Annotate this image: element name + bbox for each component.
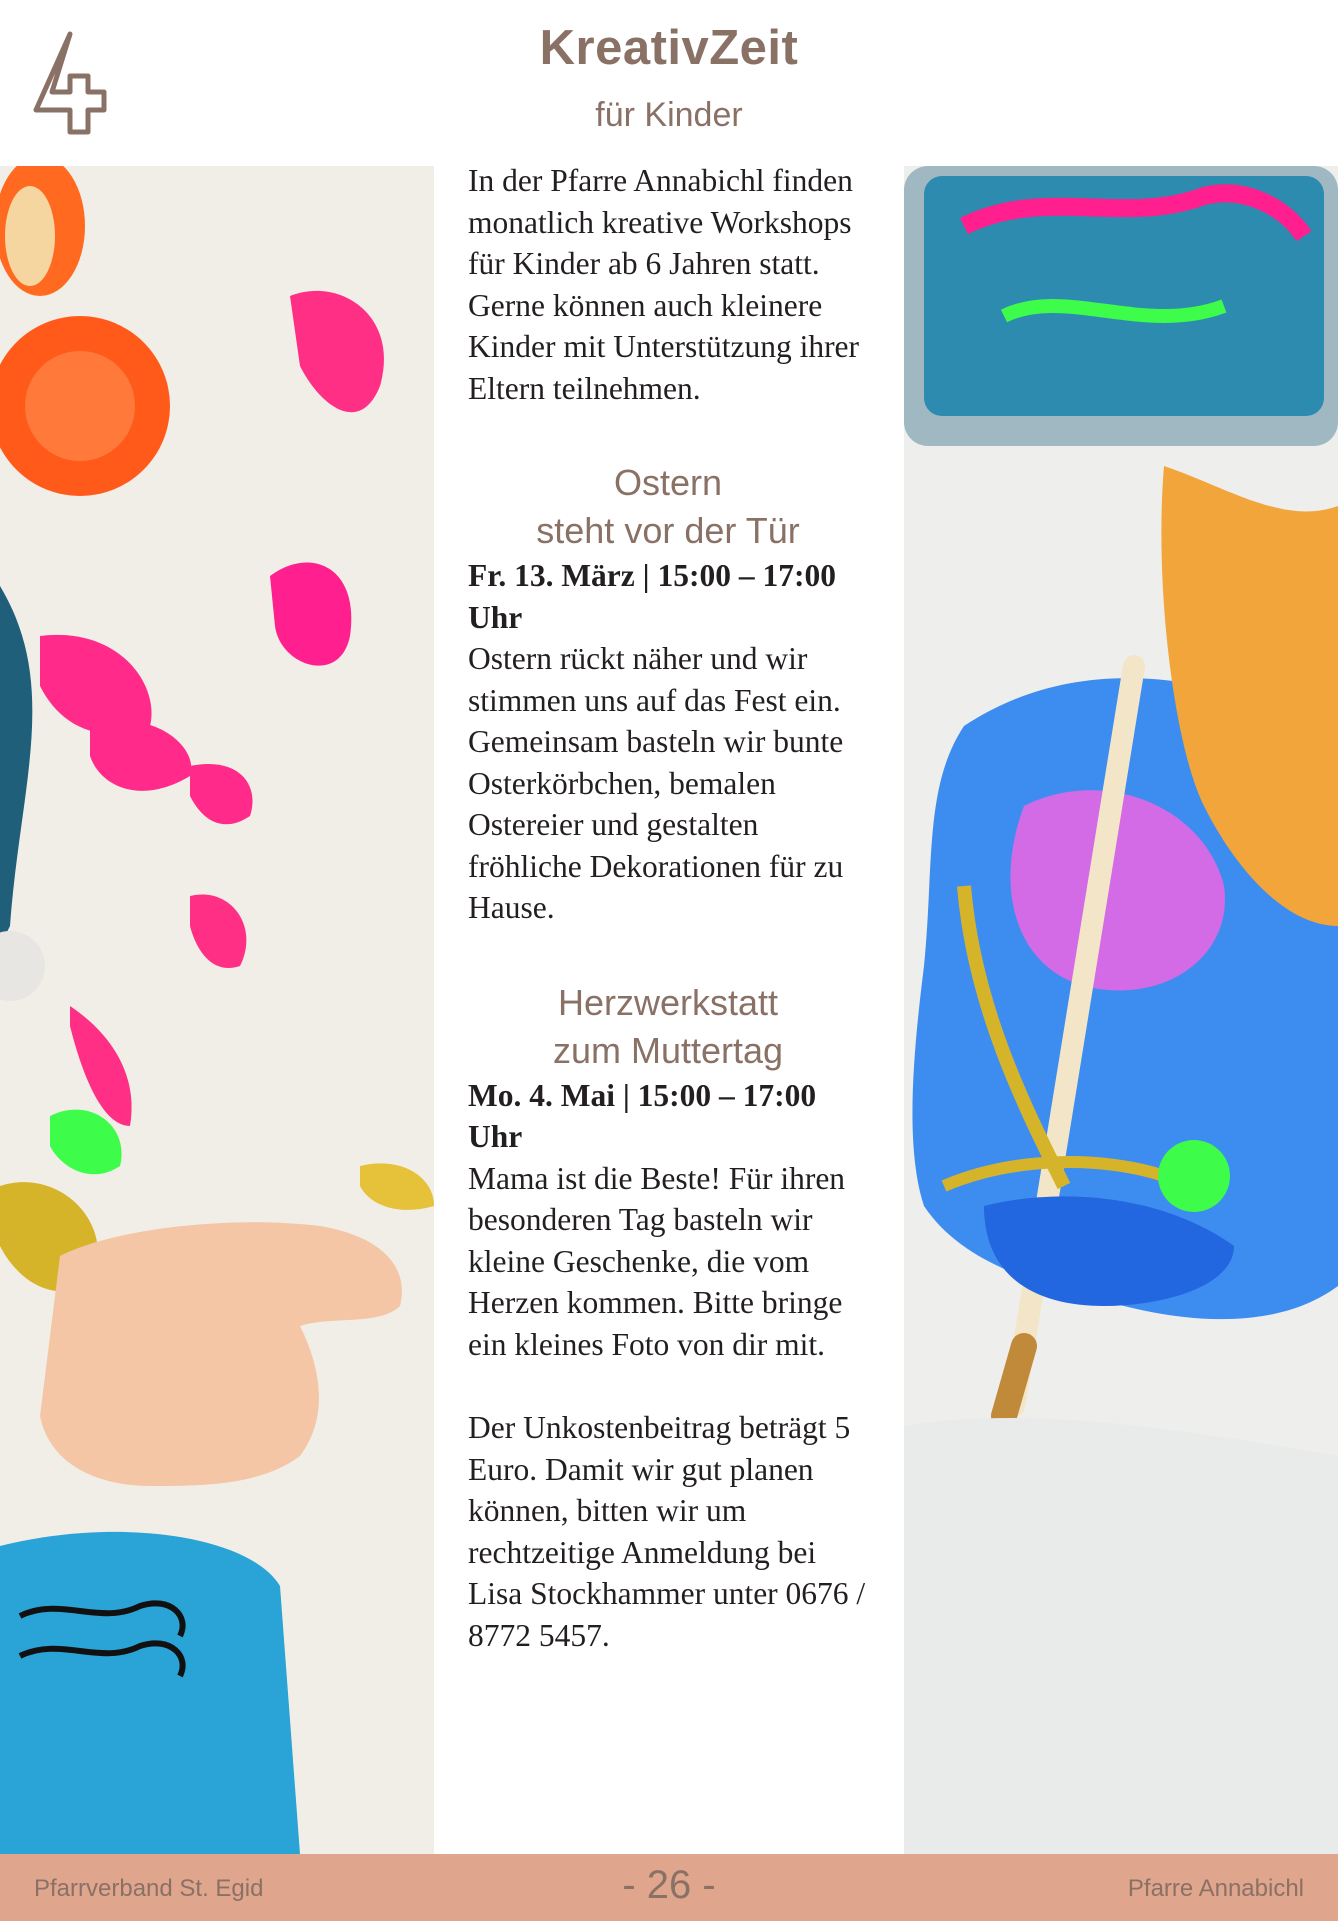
closing-paragraph: Der Unkostenbeitrag beträgt 5 Euro. Damit wir gut planen können, bitten wir um rechtzeitige Anmeldung bei Lisa Stockhammer unter 0676 / 8772 5457. [468, 1410, 866, 1653]
page-number: - 26 - [622, 1863, 716, 1907]
event-text-muttertag: Mama ist die Beste! Für ihren besonderen Tag basteln wir kleine Geschenke, die vom Herzen kommen. Bitte bringe ein kleines Foto von dir mit. [468, 1160, 846, 1362]
event-title-muttertag [468, 979, 868, 1075]
page-title: KreativZeit [539, 21, 799, 75]
page-subtitle: für Kinder [595, 96, 743, 134]
footer-parish-group: Pfarrverband St. Egid [34, 1875, 264, 1902]
paint-photo-left [0, 166, 434, 1854]
event-date-ostern: Fr. 13. März | 15:00 – 17:00 Uhr [468, 558, 836, 635]
event-title-line: steht vor der Tür [536, 510, 800, 551]
paint-photo-right [904, 166, 1338, 1854]
event-text-ostern: Ostern rückt näher und wir stimmen uns auf das Fest ein. Gemeinsam basteln wir bunte Osterkörbchen, bemalen Ostereier und gestalten fröhliche Dekorationen für zu Hause. [468, 641, 844, 925]
event-date-muttertag: Mo. 4. Mai | 15:00 – 17:00 Uhr [468, 1077, 817, 1154]
main-text-column [468, 160, 868, 1656]
event-title-line: Ostern [613, 462, 723, 503]
paragraph-gap [468, 1365, 868, 1407]
page-footer [0, 1854, 1338, 1921]
event-title-line: zum Muttertag [552, 1029, 784, 1071]
intro-paragraph: In der Pfarre Annabichl finden monatlich kreative Workshops für Kinder ab 6 Jahren statt. Gerne können auch kleinere Kinder mit Unterstützung ihrer Eltern teilnehmen. [468, 163, 860, 406]
page-header [0, 0, 1338, 166]
event-title-line: Herzwerkstatt [557, 981, 779, 1023]
event-title-ostern [468, 459, 868, 555]
footer-parish-name: Pfarre Annabichl [1127, 1875, 1304, 1902]
